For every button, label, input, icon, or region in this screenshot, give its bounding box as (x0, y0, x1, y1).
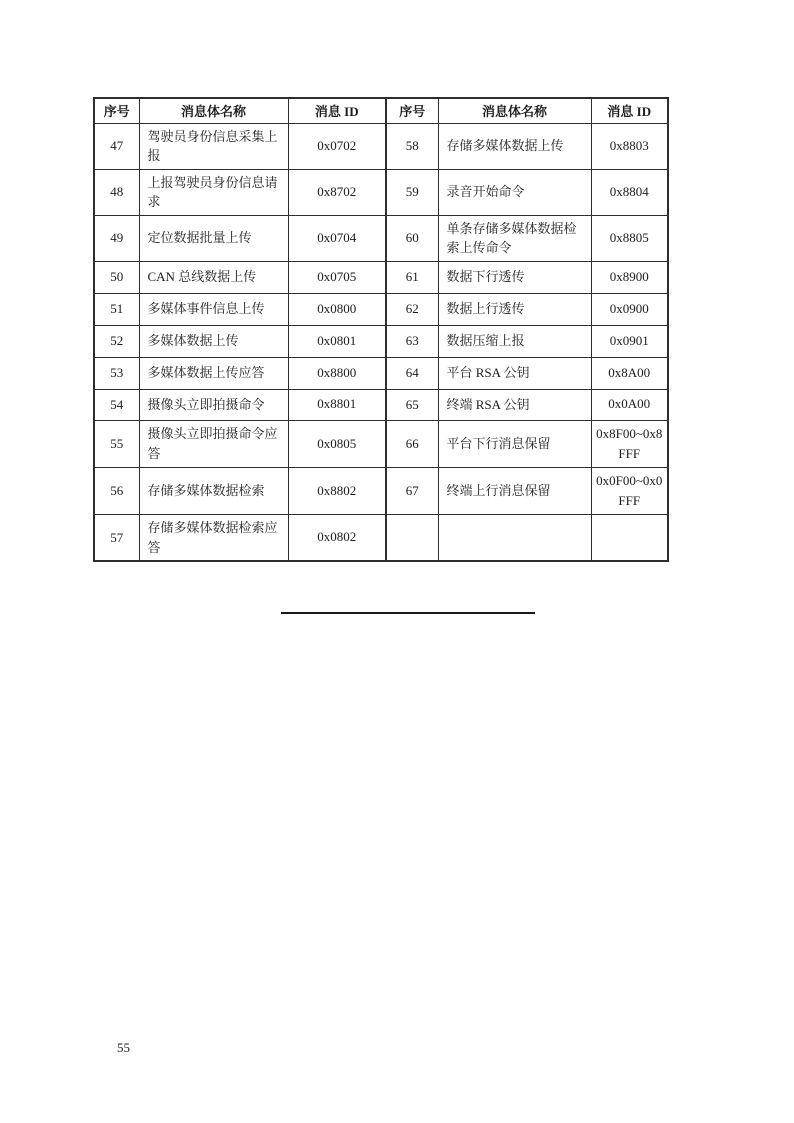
message-id-cell: 0x8A00 (591, 357, 668, 389)
message-id-cell: 0x8F00~0x8FFF (591, 420, 668, 467)
message-name-cell: CAN 总线数据上传 (139, 261, 288, 293)
message-name-cell: 多媒体数据上传 (139, 325, 288, 357)
message-name-cell: 定位数据批量上传 (139, 215, 288, 261)
message-name-cell: 平台 RSA 公钥 (438, 357, 591, 389)
message-name-cell: 摄像头立即拍摄命令 (139, 389, 288, 420)
message-id-cell: 0x0704 (288, 215, 386, 261)
table-row (94, 215, 668, 261)
message-id-cell: 0x0A00 (591, 389, 668, 420)
seq-cell: 64 (386, 357, 438, 389)
seq-cell: 52 (94, 325, 139, 357)
message-name-cell: 存储多媒体数据检索 (139, 467, 288, 514)
seq-cell: 53 (94, 357, 139, 389)
seq-cell: 63 (386, 325, 438, 357)
message-name-cell: 摄像头立即拍摄命令应答 (139, 420, 288, 467)
col-header-name-right: 消息体名称 (438, 98, 591, 123)
seq-cell: 66 (386, 420, 438, 467)
seq-cell: 47 (94, 123, 139, 169)
message-id-cell: 0x0800 (288, 293, 386, 325)
message-name-cell: 多媒体数据上传应答 (139, 357, 288, 389)
table-row (94, 357, 668, 389)
message-name-cell: 数据压缩上报 (438, 325, 591, 357)
table-row (94, 325, 668, 357)
message-id-cell: 0x0805 (288, 420, 386, 467)
message-id-cell: 0x8800 (288, 357, 386, 389)
footnote-divider-line (281, 612, 535, 614)
table-row (94, 123, 668, 169)
table-row (94, 169, 668, 215)
message-id-cell: 0x0900 (591, 293, 668, 325)
seq-cell: 62 (386, 293, 438, 325)
message-id-table (93, 97, 669, 562)
seq-cell: 48 (94, 169, 139, 215)
message-id-cell: 0x0801 (288, 325, 386, 357)
message-id-cell (591, 515, 668, 562)
table-row (94, 467, 668, 514)
page-number: 55 (117, 1040, 130, 1055)
message-id-cell: 0x8803 (591, 123, 668, 169)
table-row (94, 420, 668, 467)
message-name-cell: 数据下行透传 (438, 261, 591, 293)
seq-cell: 59 (386, 169, 438, 215)
message-name-cell: 驾驶员身份信息采集上报 (139, 123, 288, 169)
message-id-cell: 0x0705 (288, 261, 386, 293)
seq-cell: 65 (386, 389, 438, 420)
message-id-cell: 0x8805 (591, 215, 668, 261)
seq-cell: 55 (94, 420, 139, 467)
message-id-cell: 0x0702 (288, 123, 386, 169)
message-id-cell: 0x8804 (591, 169, 668, 215)
seq-cell: 61 (386, 261, 438, 293)
message-name-cell (438, 515, 591, 562)
message-id-cell: 0x0901 (591, 325, 668, 357)
table-row (94, 261, 668, 293)
message-name-cell: 终端 RSA 公钥 (438, 389, 591, 420)
col-header-seq-left: 序号 (94, 98, 139, 123)
message-id-cell: 0x8802 (288, 467, 386, 514)
message-name-cell: 存储多媒体数据检索应答 (139, 515, 288, 562)
seq-cell: 54 (94, 389, 139, 420)
message-name-cell: 上报驾驶员身份信息请求 (139, 169, 288, 215)
seq-cell: 60 (386, 215, 438, 261)
seq-cell: 50 (94, 261, 139, 293)
seq-cell: 49 (94, 215, 139, 261)
message-id-cell: 0x8702 (288, 169, 386, 215)
seq-cell (386, 515, 438, 562)
table-row (94, 293, 668, 325)
table-row (94, 515, 668, 562)
message-id-cell: 0x0F00~0x0FFF (591, 467, 668, 514)
message-name-cell: 多媒体事件信息上传 (139, 293, 288, 325)
col-header-name-left: 消息体名称 (139, 98, 288, 123)
message-id-cell: 0x8801 (288, 389, 386, 420)
message-id-cell: 0x0802 (288, 515, 386, 562)
seq-cell: 67 (386, 467, 438, 514)
message-name-cell: 平台下行消息保留 (438, 420, 591, 467)
table-row (94, 389, 668, 420)
message-table-container (93, 97, 669, 562)
col-header-id-right: 消息 ID (591, 98, 668, 123)
message-name-cell: 终端上行消息保留 (438, 467, 591, 514)
seq-cell: 57 (94, 515, 139, 562)
message-name-cell: 数据上行透传 (438, 293, 591, 325)
message-name-cell: 存储多媒体数据上传 (438, 123, 591, 169)
seq-cell: 51 (94, 293, 139, 325)
col-header-seq-right: 序号 (386, 98, 438, 123)
seq-cell: 56 (94, 467, 139, 514)
message-name-cell: 录音开始命令 (438, 169, 591, 215)
col-header-id-left: 消息 ID (288, 98, 386, 123)
table-header-row (94, 98, 668, 123)
message-id-cell: 0x8900 (591, 261, 668, 293)
seq-cell: 58 (386, 123, 438, 169)
message-name-cell: 单条存储多媒体数据检索上传命令 (438, 215, 591, 261)
